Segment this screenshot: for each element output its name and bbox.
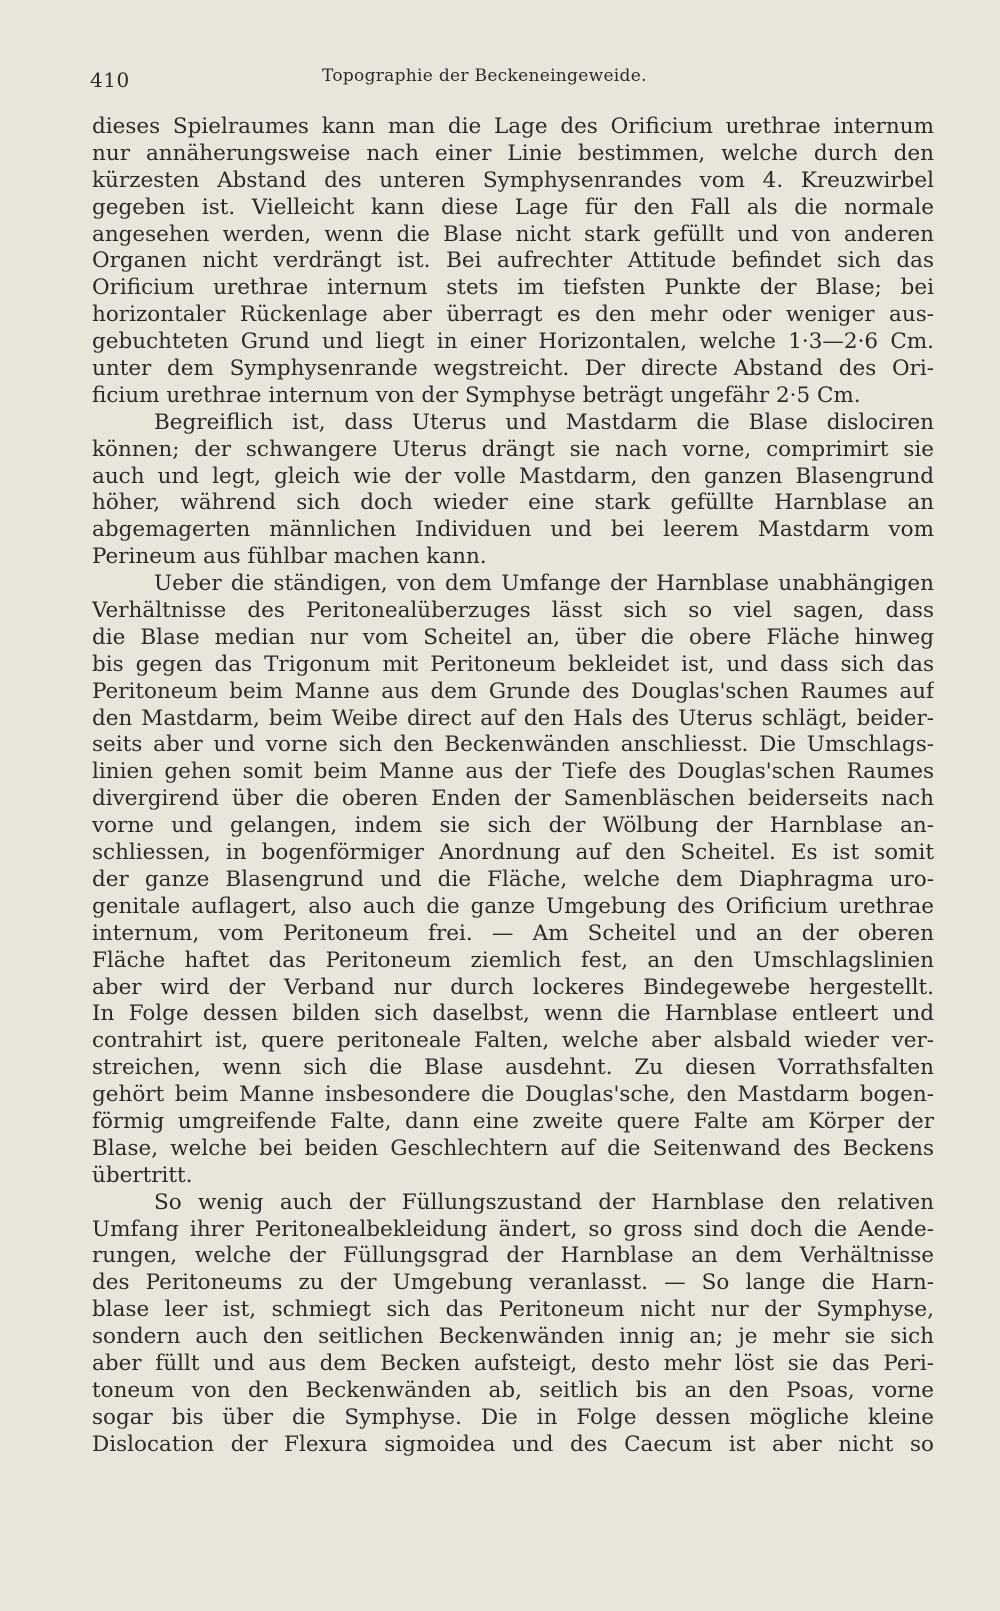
text-line: Organen nicht verdrängt ist. Bei aufrechter Attitude befindet sich das xyxy=(92,248,934,274)
text-line: Blase, welche bei beiden Geschlechtern auf die Seitenwand des Beckens xyxy=(92,1135,934,1161)
paragraph-start-line: Ueber die ständigen, von dem Umfange der Harnblase unabhängigen xyxy=(154,571,934,597)
text-line: In Folge dessen bilden sich daselbst, wenn die Harnblase entleert und xyxy=(92,1001,934,1027)
text-line: Peritoneum beim Manne aus dem Grunde des Douglas'schen Raumes auf xyxy=(92,678,934,704)
text-line: gehört beim Manne insbesondere die Douglas'sche, den Mastdarm bogen- xyxy=(92,1082,934,1108)
text-line: Umfang ihrer Peritonealbekleidung ändert, so gross sind doch die Aende- xyxy=(92,1216,934,1242)
text-line: nur annäherungsweise nach einer Linie bestimmen, welche durch den xyxy=(92,140,934,166)
text-line: angesehen werden, wenn die Blase nicht stark gefüllt und von anderen xyxy=(92,221,934,247)
text-line: dieses Spielraumes kann man die Lage des Orificium urethrae internum xyxy=(92,114,934,139)
text-line: den Mastdarm, beim Weibe direct auf den Hals des Uterus schlägt, beider- xyxy=(92,705,934,731)
text-line: blase leer ist, schmiegt sich das Peritoneum nicht nur der Symphyse, xyxy=(92,1297,934,1323)
text-line: gegeben ist. Vielleicht kann diese Lage für den Fall als die normale xyxy=(92,194,934,220)
text-line: können; der schwangere Uterus drängt sie nach vorne, comprimirt sie xyxy=(92,436,934,462)
text-line: seits aber und vorne sich den Beckenwänden anschliesst. Die Umschlags- xyxy=(92,732,934,758)
text-line: förmig umgreifende Falte, dann eine zweite quere Falte am Körper der xyxy=(92,1108,934,1134)
text-line: die Blase median nur vom Scheitel an, über die obere Fläche hinweg xyxy=(92,624,934,650)
text-line: rungen, welche der Füllungsgrad der Harnblase an dem Verhältnisse xyxy=(92,1243,934,1269)
text-line: gebuchteten Grund und liegt in einer Horizontalen, welche 1·3—2·6 Cm. xyxy=(92,329,934,355)
text-line: horizontaler Rückenlage aber überragt es den mehr oder weniger aus- xyxy=(92,302,934,328)
text-line: Perineum aus fühlbar machen kann. xyxy=(92,544,487,570)
text-line: vorne und gelangen, indem sie sich der Wölbung der Harnblase an- xyxy=(92,813,934,839)
text-line: aber wird der Verband nur durch lockeres Bindegewebe hergestellt. xyxy=(92,974,934,1000)
text-line: Dislocation der Flexura sigmoidea und des Caecum ist aber nicht so xyxy=(92,1431,934,1457)
text-line: linien gehen somit beim Manne aus der Tiefe des Douglas'schen Raumes xyxy=(92,759,934,785)
text-line: Fläche haftet das Peritoneum ziemlich fest, an den Umschlagslinien xyxy=(92,947,934,973)
text-line: Orificium urethrae internum stets im tiefsten Punkte der Blase; bei xyxy=(92,275,934,301)
body-text xyxy=(92,114,934,1459)
text-line: abgemagerten männlichen Individuen und bei leerem Mastdarm vom xyxy=(92,517,934,543)
text-line: toneum von den Beckenwänden ab, seitlich bis an den Psoas, vorne xyxy=(92,1377,934,1403)
text-line: ficium urethrae internum von der Symphyse beträgt ungefähr 2·5 Cm. xyxy=(92,382,861,408)
paragraph-start-line: Begreiflich ist, dass Uterus und Mastdarm die Blase dislociren xyxy=(154,409,934,435)
page-number: 410 xyxy=(90,68,130,92)
text-line: der ganze Blasengrund und die Fläche, welche dem Diaphragma uro- xyxy=(92,866,934,892)
text-line: contrahirt ist, quere peritoneale Falten, welche aber alsbald wieder ver- xyxy=(92,1028,934,1054)
text-line: streichen, wenn sich die Blase ausdehnt. Zu diesen Vorrathsfalten xyxy=(92,1055,934,1081)
text-line: übertritt. xyxy=(92,1162,193,1188)
page-header xyxy=(90,64,950,94)
text-line: aber füllt und aus dem Becken aufsteigt, desto mehr löst sie das Peri- xyxy=(92,1350,934,1376)
text-line: sondern auch den seitlichen Beckenwänden innig an; je mehr sie sich xyxy=(92,1324,934,1350)
text-line: internum, vom Peritoneum frei. — Am Scheitel und an der oberen xyxy=(92,920,934,946)
paragraph-start-line: So wenig auch der Füllungszustand der Harnblase den relativen xyxy=(154,1189,934,1215)
running-head: Topographie der Beckeneingeweide. xyxy=(322,66,647,86)
text-line: kürzesten Abstand des unteren Symphysenrandes vom 4. Kreuzwirbel xyxy=(92,167,934,193)
text-line: bis gegen das Trigonum mit Peritoneum bekleidet ist, und dass sich das xyxy=(92,651,934,677)
text-line: divergirend über die oberen Enden der Samenbläschen beiderseits nach xyxy=(92,786,934,812)
text-line: höher, während sich doch wieder eine stark gefüllte Harnblase an xyxy=(92,490,934,516)
text-line: schliessen, in bogenförmiger Anordnung auf den Scheitel. Es ist somit xyxy=(92,840,934,866)
text-line: genitale auflagert, also auch die ganze Umgebung des Orificium urethrae xyxy=(92,893,934,919)
text-line: unter dem Symphysenrande wegstreicht. Der directe Abstand des Ori- xyxy=(92,356,934,382)
text-line: sogar bis über die Symphyse. Die in Folge dessen mögliche kleine xyxy=(92,1404,934,1430)
text-line: auch und legt, gleich wie der volle Mastdarm, den ganzen Blasengrund xyxy=(92,463,934,489)
text-line: Verhältnisse des Peritonealüberzuges lässt sich so viel sagen, dass xyxy=(92,598,934,624)
text-line: des Peritoneums zu der Umgebung veranlasst. — So lange die Harn- xyxy=(92,1270,934,1296)
